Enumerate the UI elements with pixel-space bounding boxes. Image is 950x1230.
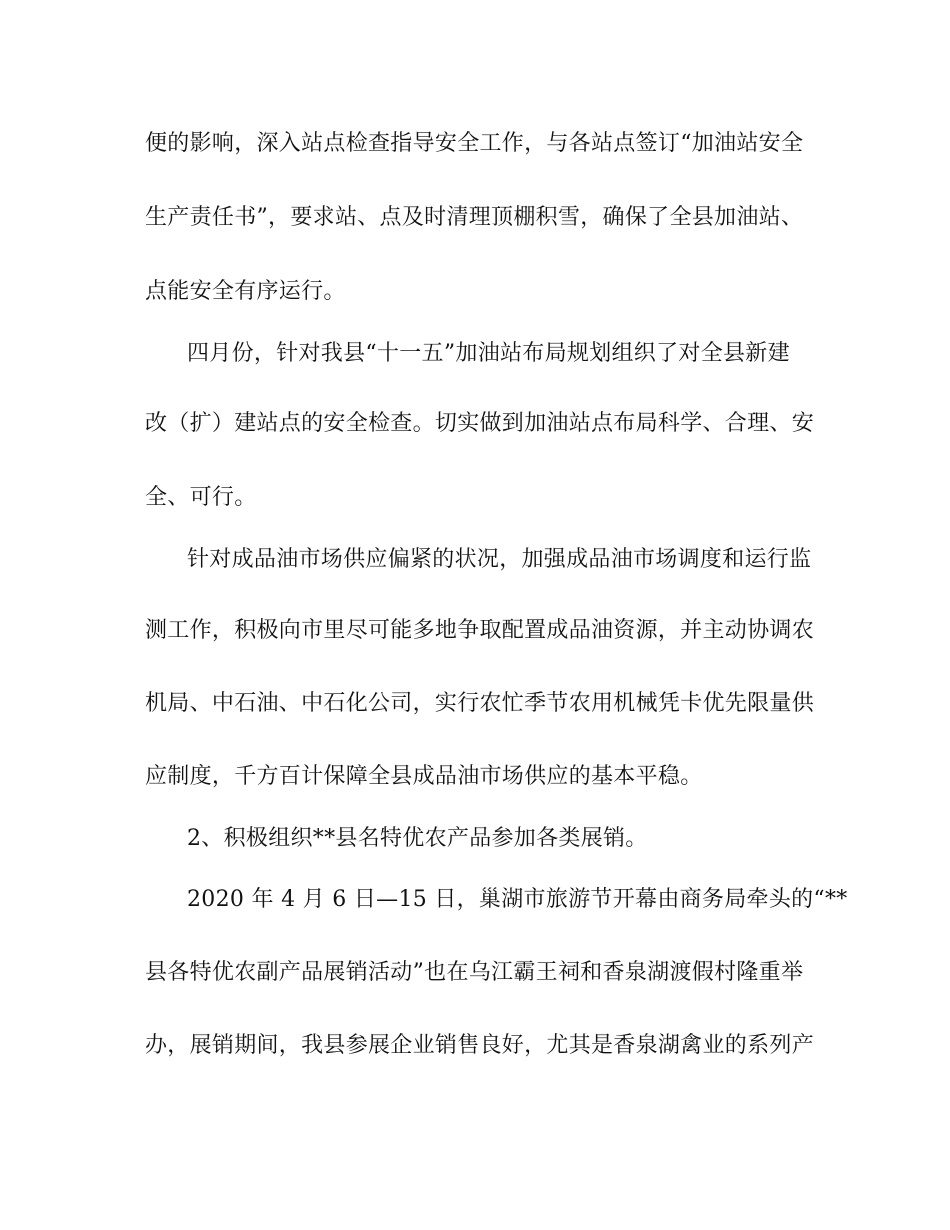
paragraph-start-line: 四月份，针对我县“十一五”加油站布局规划组织了对全县新建 (187, 341, 790, 366)
text-line: 机局、中石油、中石化公司，实行农忙季节农用机械凭卡优先限量供 (145, 691, 815, 716)
text-line: 县各特优农副产品展销活动”也在乌江霸王祠和香泉湖渡假村隆重举 (145, 960, 804, 985)
text-line: 点能安全有序运行。 (145, 279, 346, 304)
text-line: 便的影响，深入站点检查指导安全工作，与各站点签订“加油站安全 (145, 131, 804, 156)
text-line: 改（扩）建站点的安全检查。切实做到加油站点布局科学、合理、安 (145, 411, 815, 436)
text-line: 生产责任书”，要求站、点及时清理顶棚积雪，确保了全县加油站、 (145, 205, 804, 230)
section-heading: 2、积极组织**县名特优农产品参加各类展销。 (187, 826, 648, 851)
text-line: 测工作，积极向市里尽可能多地争取配置成品油资源，并主动协调农 (145, 618, 815, 643)
text-line: 应制度，千方百计保障全县成品油市场供应的基本平稳。 (145, 764, 703, 789)
paragraph-start-line: 2020 年 4 月 6 日—15 日，巢湖市旅游节开幕由商务局牵头的“** (187, 887, 848, 912)
text-line: 全、可行。 (145, 485, 257, 510)
paragraph-start-line: 针对成品油市场供应偏紧的状况，加强成品油市场调度和运行监 (187, 547, 812, 572)
text-line: 办，展销期间，我县参展企业销售良好，尤其是香泉湖禽业的系列产 (145, 1033, 815, 1058)
